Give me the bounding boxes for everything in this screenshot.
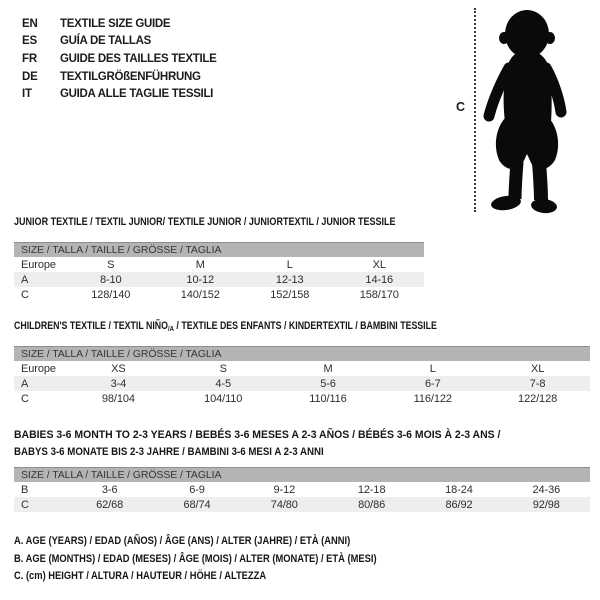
- size-cell: M: [195, 258, 205, 271]
- height-cell: 140/152: [180, 288, 220, 301]
- row-label: B: [21, 483, 29, 496]
- footnote-legend: [14, 535, 441, 588]
- age-cell: 5-6: [320, 377, 336, 390]
- size-cell: XL: [530, 362, 545, 375]
- table-row-europe: [14, 257, 424, 272]
- row-label: Europe: [21, 258, 56, 271]
- table-row-height-cm: [14, 497, 590, 512]
- size-cell: L: [286, 258, 293, 271]
- babies-table-size-header: SIZE / TALLA / TAILLE / GRÖSSE / TAGLIA: [14, 468, 590, 482]
- children-size-table: [14, 346, 590, 406]
- table-row-age-years: [14, 376, 590, 391]
- row-label: A: [21, 377, 29, 390]
- lang-code: FR: [22, 52, 37, 65]
- height-cell: 62/68: [96, 498, 124, 511]
- age-cell: 24-36: [532, 483, 561, 496]
- row-label: C: [21, 498, 29, 511]
- lang-title: TEXTILGRÖßENFÜHRUNG: [60, 70, 201, 83]
- size-cell: L: [429, 362, 436, 375]
- row-label: A: [21, 273, 29, 286]
- age-cell: 4-5: [215, 377, 231, 390]
- height-cell: 158/170: [359, 288, 399, 301]
- babies-size-table: [14, 467, 590, 512]
- children-title-subscript: /A: [167, 324, 174, 333]
- lang-code: IT: [22, 88, 32, 101]
- size-cell: S: [107, 258, 115, 271]
- lang-row-fr: [22, 50, 217, 68]
- table-row-age-years: [14, 272, 424, 287]
- height-cell: 116/122: [413, 392, 452, 405]
- age-cell: 12-18: [357, 483, 386, 496]
- size-cell: XL: [372, 258, 386, 271]
- language-title-list: [22, 15, 217, 103]
- row-label: Europe: [21, 362, 56, 375]
- table-row-height-cm: [14, 287, 424, 302]
- age-cell: 6-9: [189, 483, 205, 496]
- table-row-europe: [14, 361, 590, 376]
- children-title-pre: CHILDREN'S TEXTILE / TEXTIL NIÑO: [14, 320, 168, 332]
- lang-row-de: [22, 68, 217, 86]
- babies-title-line2: BABYS 3-6 MONATE BIS 2-3 JAHRE / BAMBINI 3-6 MESI A 2-3 ANNI: [14, 445, 324, 458]
- children-title-post: / TEXTILE DES ENFANTS / KINDERTEXTIL / BAMBINI TESSILE: [173, 320, 437, 332]
- height-cell: 92/98: [532, 498, 560, 511]
- age-cell: 14-16: [365, 273, 394, 286]
- junior-section-title: [14, 216, 479, 228]
- age-cell: 8-10: [99, 273, 122, 286]
- junior-section-title-text: JUNIOR TEXTILE / TEXTIL JUNIOR/ TEXTILE JUNIOR / JUNIORTEXTIL / JUNIOR TESSILE: [14, 216, 396, 228]
- age-cell: 18-24: [445, 483, 473, 496]
- size-cell: XS: [111, 362, 126, 375]
- height-cell: 80/86: [358, 498, 386, 511]
- table-row-age-months: [14, 482, 590, 497]
- height-cell: 110/116: [309, 392, 347, 405]
- lang-code: DE: [22, 70, 38, 83]
- lang-row-en: [22, 15, 217, 33]
- babies-title-line1: BABIES 3-6 MONTH TO 2-3 YEARS / BEBÉS 3-6 MESES A 2-3 AÑOS / BÉBÉS 3-6 MOIS À 2-3 ANS /: [14, 429, 501, 441]
- lang-title: GUIDA ALLE TAGLIE TESSILI: [60, 88, 214, 101]
- height-cell: 74/80: [270, 498, 298, 511]
- age-cell: 3-4: [110, 377, 127, 390]
- children-section-title-text: [14, 320, 437, 333]
- footnote-b-text: B. AGE (MONTHS) / EDAD (MESES) / ÂGE (MOIS) / ALTER (MONATE) / ETÀ (MESI): [14, 552, 377, 565]
- lang-code: ES: [22, 35, 37, 48]
- table-row-height-cm: [14, 391, 590, 406]
- children-section-title: [14, 320, 543, 333]
- age-cell: 6-7: [424, 377, 441, 390]
- age-cell: 10-12: [186, 273, 215, 286]
- size-cell: M: [323, 362, 333, 375]
- age-cell: 9-12: [273, 483, 296, 496]
- lang-title: GUÍA DE TALLAS: [60, 35, 151, 48]
- height-cell: 128/140: [91, 288, 131, 301]
- row-label: C: [21, 392, 29, 405]
- lang-code: EN: [22, 17, 38, 30]
- age-cell: 7-8: [529, 377, 546, 390]
- row-label: C: [21, 288, 29, 301]
- footnote-a-text: A. AGE (YEARS) / EDAD (AÑOS) / ÂGE (ANS) / ALTER (JAHRE) / ETÀ (ANNI): [14, 535, 351, 547]
- junior-size-table: [14, 242, 424, 302]
- footnote-b: [14, 553, 441, 571]
- footnote-c: [14, 570, 441, 588]
- height-cell: 122/128: [518, 392, 558, 405]
- size-cell: S: [219, 362, 227, 375]
- height-cell: 86/92: [445, 498, 473, 511]
- height-measure-label: C: [456, 100, 466, 114]
- measure-dotted-line: [474, 8, 476, 212]
- footnote-c-text: C. (cm) HEIGHT / ALTURA / HAUTEUR / HÖHE / ALTEZZA: [14, 570, 267, 583]
- age-cell: 3-6: [101, 483, 118, 496]
- height-cell: 68/74: [183, 498, 211, 511]
- babies-section-title: [14, 427, 526, 460]
- children-table-size-header: SIZE / TALLA / TAILLE / GRÖSSE / TAGLIA: [14, 347, 590, 361]
- height-cell: 98/104: [101, 392, 135, 405]
- junior-table-size-header: SIZE / TALLA / TAILLE / GRÖSSE / TAGLIA: [14, 243, 424, 257]
- height-cell: 152/158: [270, 288, 310, 301]
- age-cell: 12-13: [275, 273, 304, 286]
- lang-row-it: [22, 85, 217, 103]
- lang-row-es: [22, 33, 217, 51]
- lang-title: GUIDE DES TAILLES TEXTILE: [60, 52, 217, 65]
- height-cell: 104/110: [204, 392, 243, 405]
- baby-silhouette-icon: [478, 6, 578, 214]
- height-measure-figure: [450, 0, 600, 220]
- footnote-a: [14, 535, 441, 553]
- lang-title: TEXTILE SIZE GUIDE: [60, 17, 171, 30]
